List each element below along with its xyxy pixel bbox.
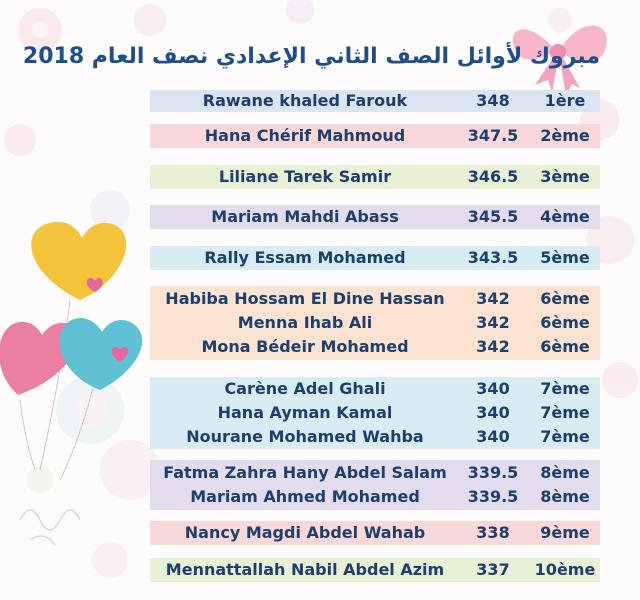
student-rank: 7ème <box>540 379 590 398</box>
student-rank: 6ème <box>540 289 590 308</box>
student-score: 342 <box>476 337 510 356</box>
student-name: Menna Ihab Ali <box>237 313 373 332</box>
table-row <box>150 336 600 358</box>
student-rank: 10ème <box>534 560 596 579</box>
student-name: Rally Essam Mohamed <box>204 248 406 267</box>
student-score: 338 <box>476 523 510 542</box>
student-name: Mona Bédeir Mohamed <box>201 337 409 356</box>
student-score: 346.5 <box>467 167 519 186</box>
table-row <box>150 522 600 544</box>
student-name: Nourane Mohamed Wahba <box>186 427 424 446</box>
table-row <box>150 247 600 269</box>
student-name: Nancy Magdi Abdel Wahab <box>184 523 426 542</box>
student-name: Hana Chérif Mahmoud <box>204 126 406 145</box>
table-row <box>150 288 600 310</box>
student-score: 348 <box>476 91 510 110</box>
table-row <box>150 378 600 400</box>
student-rank: 9ème <box>540 523 590 542</box>
blue-heart-balloon-icon <box>60 318 143 390</box>
student-rank: 8ème <box>540 463 590 482</box>
student-name: Carène Adel Ghali <box>224 379 386 398</box>
student-rank: 7ème <box>540 403 590 422</box>
student-score: 342 <box>476 289 510 308</box>
student-score: 340 <box>476 379 510 398</box>
student-rank: 2ème <box>540 126 590 145</box>
student-rank: 5ème <box>540 248 590 267</box>
student-name: Fatma Zahra Hany Abdel Salam <box>163 463 447 482</box>
student-name: Habiba Hossam El Dine Hassan <box>165 289 445 308</box>
student-score: 337 <box>476 560 510 579</box>
table-row <box>150 166 600 188</box>
table-row <box>150 206 600 228</box>
student-rank: 7ème <box>540 427 590 446</box>
student-rank: 6ème <box>540 313 590 332</box>
table-row <box>150 402 600 424</box>
student-name: Hana Ayman Kamal <box>217 403 393 422</box>
table-row <box>150 486 600 508</box>
student-score: 345.5 <box>467 207 519 226</box>
student-rank: 3ème <box>540 167 590 186</box>
table-row <box>150 559 600 581</box>
yellow-heart-balloon-icon <box>31 222 126 300</box>
page-title: مبروك لأوائل الصف الثاني الإعدادي نصف العام 2018 <box>22 44 600 69</box>
student-score: 343.5 <box>467 248 519 267</box>
student-name: Mennattallah Nabil Abdel Azim <box>165 560 445 579</box>
student-score: 342 <box>476 313 510 332</box>
table-row <box>150 312 600 334</box>
table-row <box>150 462 600 484</box>
student-name: Mariam Ahmed Mohamed <box>190 487 420 506</box>
student-name: Mariam Mahdi Abass <box>211 207 399 226</box>
table-row <box>150 90 600 112</box>
student-score: 339.5 <box>467 487 519 506</box>
student-rank: 8ème <box>540 487 590 506</box>
student-rank: 4ème <box>540 207 590 226</box>
student-rank: 6ème <box>540 337 590 356</box>
student-name: Liliane Tarek Samir <box>218 167 392 186</box>
student-rank: 1ère <box>544 91 586 110</box>
student-score: 347.5 <box>467 126 519 145</box>
student-name: Rawane khaled Farouk <box>202 91 408 110</box>
student-score: 339.5 <box>467 463 519 482</box>
table-row <box>150 426 600 448</box>
student-score: 340 <box>476 427 510 446</box>
student-score: 340 <box>476 403 510 422</box>
table-row <box>150 125 600 147</box>
